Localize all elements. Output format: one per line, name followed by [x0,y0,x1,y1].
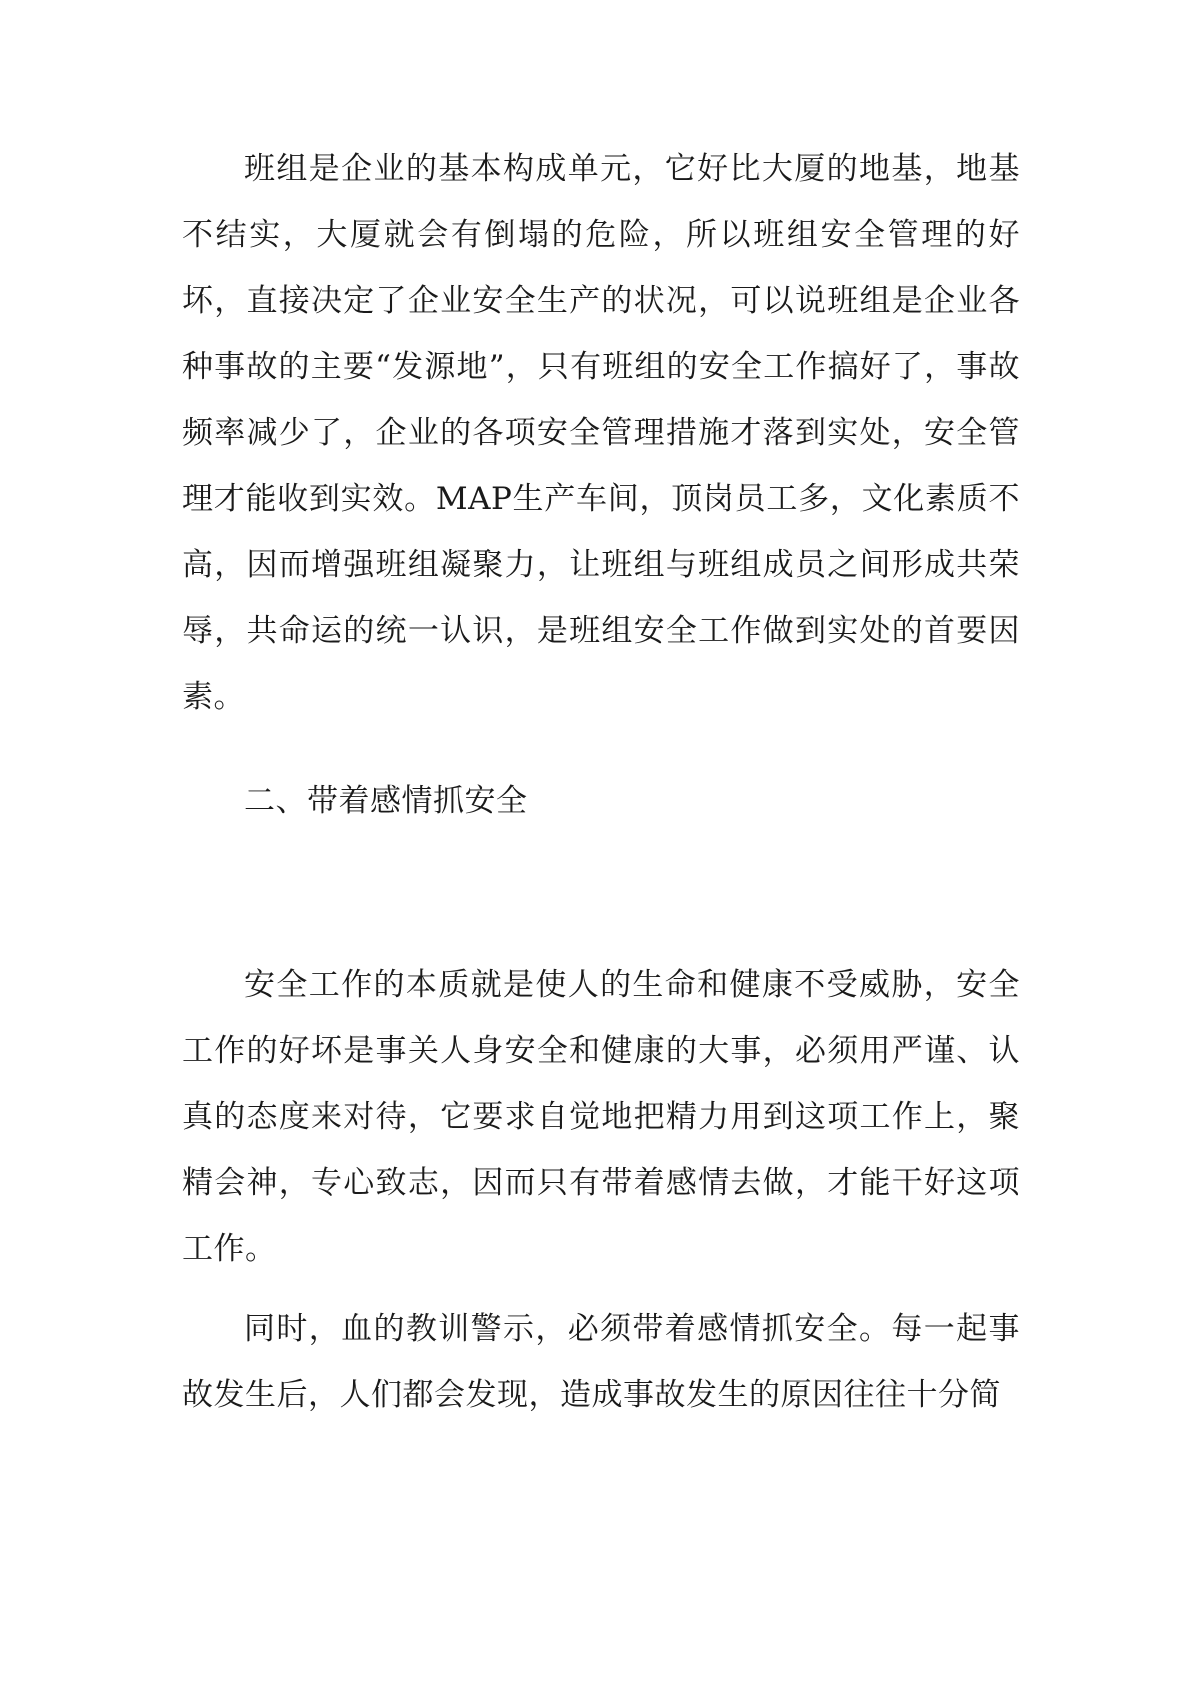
body-paragraph: 安全工作的本质就是使人的生命和健康不受威胁，安全工作的好坏是事关人身安全和健康的大事，必须用严谨、认真的态度来对待，它要求自觉地把精力用到这项工作上，聚精会神，专心致志，因而只有带着感情去做，才能干好这项工作。 [182,967,1020,1267]
body-paragraph: 同时，血的教训警示，必须带着感情抓安全。每一起事故发生后，人们都会发现，造成事故发生的原因往往十分简 [182,1311,1020,1413]
section-heading: 二、带着感情抓安全 [244,783,528,819]
body-paragraph: 班组是企业的基本构成单元，它好比大厦的地基，地基不结实，大厦就会有倒塌的危险，所以班组安全管理的好坏，直接决定了企业安全生产的状况，可以说班组是企业各种事故的主要“发源地”，只有班组的安全工作搞好了，事故频率减少了，企业的各项安全管理措施才落到实处，安全管理才能收到实效。MAP生产车间，顶岗员工多，文化素质不高，因而增强班组凝聚力，让班组与班组成员之间形成共荣辱，共命运的统一认识，是班组安全工作做到实处的首要因素。 [182,151,1020,715]
